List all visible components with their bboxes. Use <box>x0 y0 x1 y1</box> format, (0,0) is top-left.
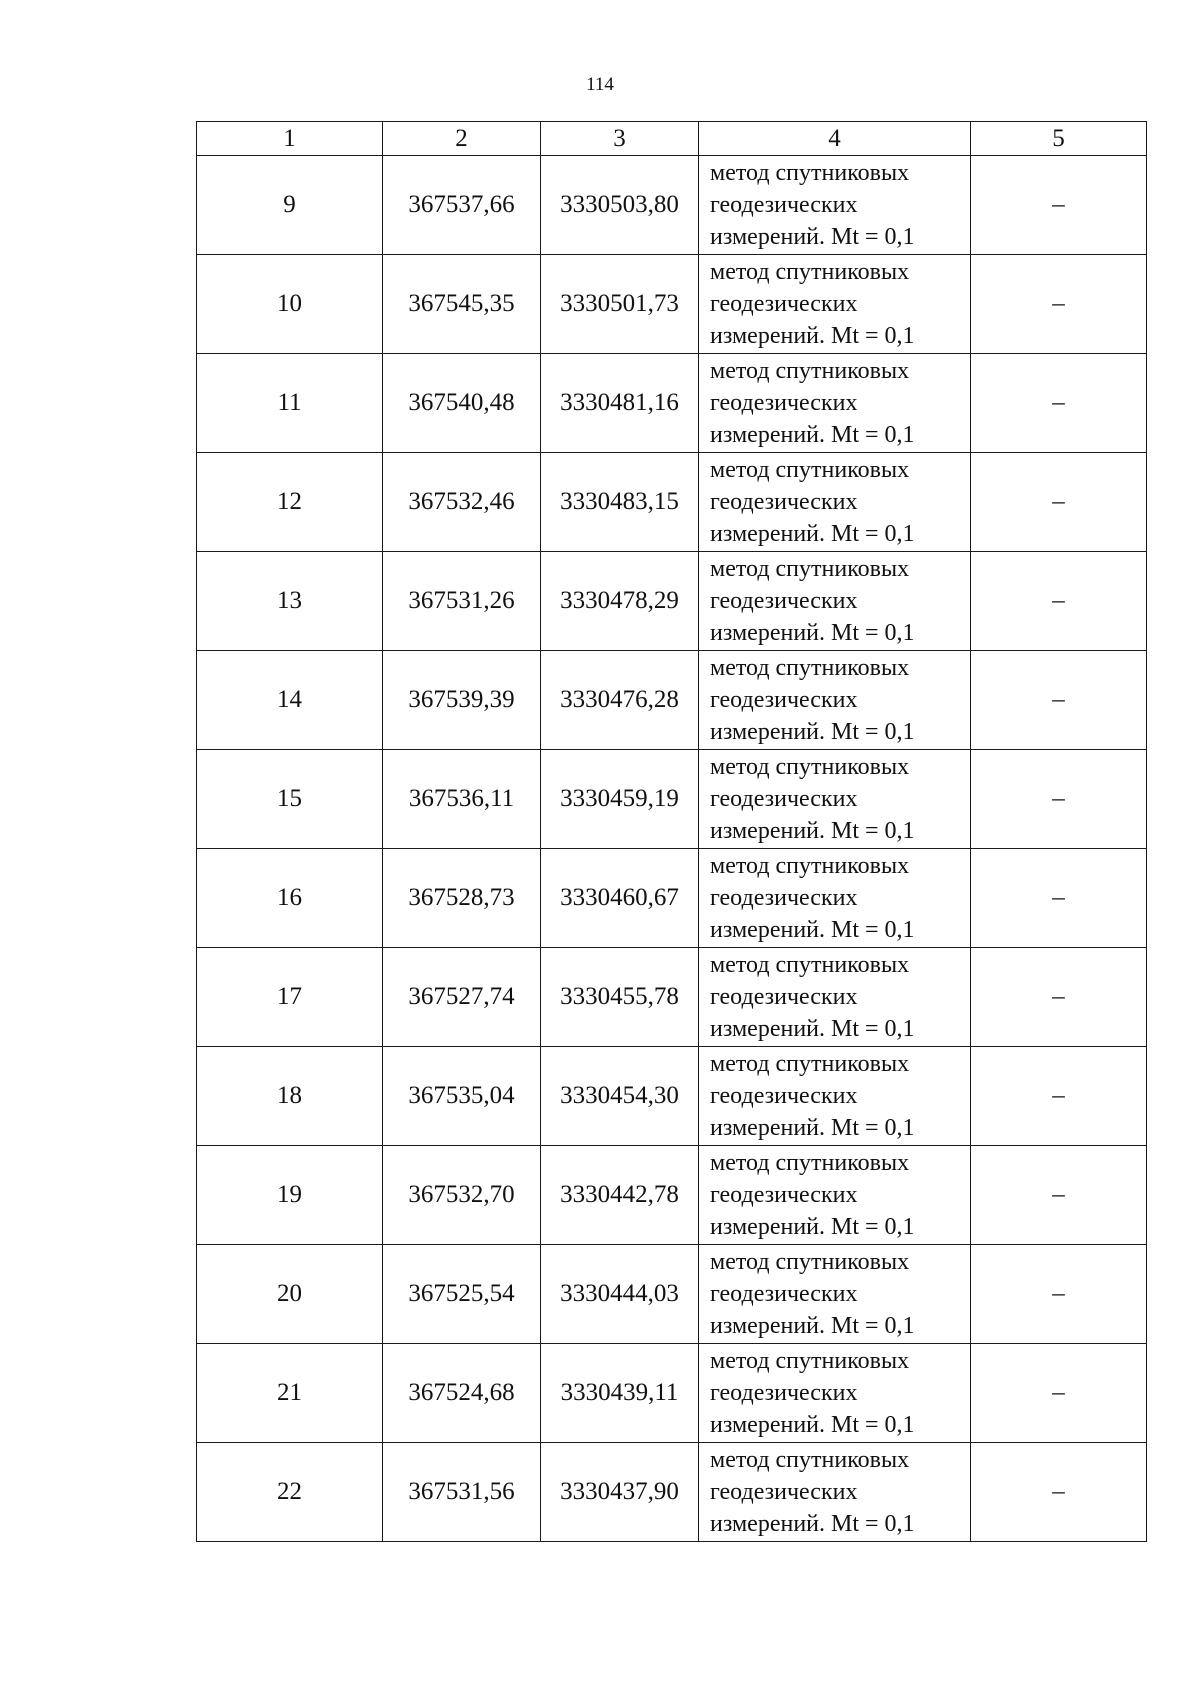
method-line: метод спутниковых <box>710 556 910 582</box>
note-cell: – <box>971 948 1147 1047</box>
x-coordinate-cell: 367537,66 <box>383 156 541 255</box>
method-line: геодезических <box>710 687 858 713</box>
method-line: измерений. Mt = 0,1 <box>710 323 915 349</box>
point-number-cell: 19 <box>197 1146 383 1245</box>
x-coordinate-cell: 367524,68 <box>383 1344 541 1443</box>
y-coordinate-cell: 3330437,90 <box>541 1443 699 1542</box>
y-coordinate-cell: 3330481,16 <box>541 354 699 453</box>
method-cell <box>699 156 971 255</box>
method-line: геодезических <box>710 390 858 416</box>
x-coordinate-cell: 367540,48 <box>383 354 541 453</box>
method-line: геодезических <box>710 1380 858 1406</box>
method-line: измерений. Mt = 0,1 <box>710 620 915 646</box>
y-coordinate-cell: 3330459,19 <box>541 750 699 849</box>
method-line: измерений. Mt = 0,1 <box>710 224 915 250</box>
method-line: метод спутниковых <box>710 358 910 384</box>
x-coordinate-cell: 367531,26 <box>383 552 541 651</box>
method-cell <box>699 849 971 948</box>
method-line: геодезических <box>710 192 858 218</box>
x-coordinate-cell: 367545,35 <box>383 255 541 354</box>
y-coordinate-cell: 3330503,80 <box>541 156 699 255</box>
method-line: метод спутниковых <box>710 952 910 978</box>
table-row <box>197 156 1147 255</box>
table-row <box>197 552 1147 651</box>
method-line: метод спутниковых <box>710 1051 910 1077</box>
method-line: измерений. Mt = 0,1 <box>710 1016 915 1042</box>
method-line: геодезических <box>710 489 858 515</box>
method-cell <box>699 948 971 1047</box>
table-row <box>197 453 1147 552</box>
method-line: метод спутниковых <box>710 1348 910 1374</box>
method-line: метод спутниковых <box>710 457 910 483</box>
note-cell: – <box>971 1443 1147 1542</box>
x-coordinate-cell: 367539,39 <box>383 651 541 750</box>
method-line: геодезических <box>710 1479 858 1505</box>
y-coordinate-cell: 3330501,73 <box>541 255 699 354</box>
method-line: метод спутниковых <box>710 655 910 681</box>
method-cell <box>699 354 971 453</box>
note-cell: – <box>971 354 1147 453</box>
method-line: измерений. Mt = 0,1 <box>710 818 915 844</box>
table-row <box>197 1146 1147 1245</box>
y-coordinate-cell: 3330483,15 <box>541 453 699 552</box>
note-cell: – <box>971 1047 1147 1146</box>
x-coordinate-cell: 367532,46 <box>383 453 541 552</box>
point-number-cell: 17 <box>197 948 383 1047</box>
column-header-5: 5 <box>971 122 1147 156</box>
point-number-cell: 12 <box>197 453 383 552</box>
x-coordinate-cell: 367525,54 <box>383 1245 541 1344</box>
x-coordinate-cell: 367535,04 <box>383 1047 541 1146</box>
method-cell <box>699 1443 971 1542</box>
x-coordinate-cell: 367528,73 <box>383 849 541 948</box>
method-line: метод спутниковых <box>710 1249 910 1275</box>
note-cell: – <box>971 1245 1147 1344</box>
note-cell: – <box>971 849 1147 948</box>
y-coordinate-cell: 3330454,30 <box>541 1047 699 1146</box>
y-coordinate-cell: 3330442,78 <box>541 1146 699 1245</box>
method-line: измерений. Mt = 0,1 <box>710 917 915 943</box>
note-cell: – <box>971 552 1147 651</box>
method-line: измерений. Mt = 0,1 <box>710 1115 915 1141</box>
coordinates-table <box>196 121 1147 1542</box>
method-cell <box>699 255 971 354</box>
method-line: геодезических <box>710 885 858 911</box>
method-line: геодезических <box>710 786 858 812</box>
page-number: 114 <box>586 74 614 95</box>
table-row <box>197 1443 1147 1542</box>
method-line: геодезических <box>710 1281 858 1307</box>
method-line: геодезических <box>710 984 858 1010</box>
method-line: измерений. Mt = 0,1 <box>710 422 915 448</box>
note-cell: – <box>971 1344 1147 1443</box>
note-cell: – <box>971 750 1147 849</box>
y-coordinate-cell: 3330444,03 <box>541 1245 699 1344</box>
x-coordinate-cell: 367532,70 <box>383 1146 541 1245</box>
note-cell: – <box>971 651 1147 750</box>
y-coordinate-cell: 3330478,29 <box>541 552 699 651</box>
table-row <box>197 849 1147 948</box>
method-line: метод спутниковых <box>710 853 910 879</box>
method-cell <box>699 651 971 750</box>
note-cell: – <box>971 1146 1147 1245</box>
table-row <box>197 750 1147 849</box>
column-header-4: 4 <box>699 122 971 156</box>
y-coordinate-cell: 3330455,78 <box>541 948 699 1047</box>
table-row <box>197 354 1147 453</box>
method-line: геодезических <box>710 1182 858 1208</box>
note-cell: – <box>971 156 1147 255</box>
table-row <box>197 1245 1147 1344</box>
method-line: метод спутниковых <box>710 754 910 780</box>
method-line: метод спутниковых <box>710 160 910 186</box>
note-cell: – <box>971 255 1147 354</box>
method-cell <box>699 552 971 651</box>
x-coordinate-cell: 367531,56 <box>383 1443 541 1542</box>
table-header-row <box>197 122 1147 156</box>
point-number-cell: 21 <box>197 1344 383 1443</box>
method-cell <box>699 1344 971 1443</box>
column-header-1: 1 <box>197 122 383 156</box>
method-line: измерений. Mt = 0,1 <box>710 521 915 547</box>
table-row <box>197 651 1147 750</box>
point-number-cell: 18 <box>197 1047 383 1146</box>
table-row <box>197 1047 1147 1146</box>
x-coordinate-cell: 367527,74 <box>383 948 541 1047</box>
point-number-cell: 13 <box>197 552 383 651</box>
note-cell: – <box>971 453 1147 552</box>
point-number-cell: 22 <box>197 1443 383 1542</box>
y-coordinate-cell: 3330460,67 <box>541 849 699 948</box>
method-cell <box>699 1245 971 1344</box>
point-number-cell: 10 <box>197 255 383 354</box>
table-row <box>197 1344 1147 1443</box>
table-row <box>197 948 1147 1047</box>
table-row <box>197 255 1147 354</box>
column-header-3: 3 <box>541 122 699 156</box>
method-line: измерений. Mt = 0,1 <box>710 1412 915 1438</box>
method-line: измерений. Mt = 0,1 <box>710 719 915 745</box>
point-number-cell: 14 <box>197 651 383 750</box>
y-coordinate-cell: 3330476,28 <box>541 651 699 750</box>
method-line: метод спутниковых <box>710 1150 910 1176</box>
y-coordinate-cell: 3330439,11 <box>541 1344 699 1443</box>
column-header-2: 2 <box>383 122 541 156</box>
method-cell <box>699 453 971 552</box>
x-coordinate-cell: 367536,11 <box>383 750 541 849</box>
point-number-cell: 9 <box>197 156 383 255</box>
method-cell <box>699 750 971 849</box>
point-number-cell: 11 <box>197 354 383 453</box>
method-line: метод спутниковых <box>710 259 910 285</box>
method-line: метод спутниковых <box>710 1447 910 1473</box>
method-line: геодезических <box>710 588 858 614</box>
point-number-cell: 16 <box>197 849 383 948</box>
method-line: геодезических <box>710 1083 858 1109</box>
method-cell <box>699 1047 971 1146</box>
table-body <box>197 156 1147 1542</box>
method-cell <box>699 1146 971 1245</box>
point-number-cell: 15 <box>197 750 383 849</box>
method-line: геодезических <box>710 291 858 317</box>
method-line: измерений. Mt = 0,1 <box>710 1313 915 1339</box>
point-number-cell: 20 <box>197 1245 383 1344</box>
method-line: измерений. Mt = 0,1 <box>710 1214 915 1240</box>
method-line: измерений. Mt = 0,1 <box>710 1511 915 1537</box>
